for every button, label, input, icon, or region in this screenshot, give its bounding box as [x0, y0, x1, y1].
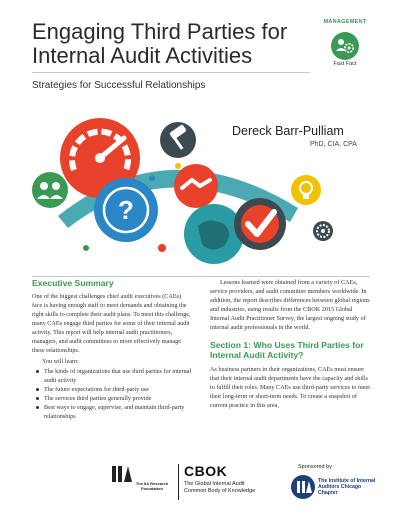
iia-chicago-logo-icon [290, 474, 316, 500]
right-column [210, 278, 370, 410]
cbok-subtitle-line1: The Global Internal Audit [184, 481, 245, 487]
gear-icon [313, 221, 333, 241]
bullet-text: The services third parties generally provide [44, 395, 152, 402]
bullet-text: Best ways to engage, supervise, and maintain third-party relationships [44, 404, 185, 420]
people-icon [32, 172, 68, 208]
gavel-icon [160, 122, 196, 158]
author-name: Dereck Barr-Pulliam [232, 124, 344, 138]
bullet-dot [36, 370, 39, 373]
checkmark-icon [234, 198, 286, 250]
lightbulb-icon [291, 175, 321, 205]
fast-fact-caption: Fast Fact [333, 61, 357, 67]
title-divider [32, 72, 310, 73]
section1-paragraph: As business partners in their organizations, CAEs must ensure that their internal audit departments have the capacity and skills to fulfill their roles. Many CAEs use third-party services to meet their long-term or short-term needs. To create a snapshot of current practice in this area, [210, 366, 370, 409]
list-item [44, 367, 192, 385]
iia-foundation-logo-icon [110, 464, 132, 482]
executive-summary-paragraph: One of the biggest challenges chief audit executives (CAEs) face is having enough staff to meet demands and obtaining the right skills to complete their audit plans. To meet this challenge, many CAEs engage third parties for some of their internal audit activity. This report will help internal audit practitioners, managers, and audit committees to more effectively manage these relationships. [32, 293, 191, 354]
page-title: Engaging Third Parties for Internal Audit Activities [32, 19, 288, 68]
sponsored-by-label: Sponsored by [298, 464, 332, 470]
bullet-dot [36, 388, 39, 391]
globe-icon [184, 204, 244, 264]
list-item [44, 385, 192, 394]
cbok-divider [178, 464, 179, 500]
section-divider [32, 276, 370, 277]
left-column [32, 278, 192, 421]
iia-foundation-name: The IIA Research Foundation [135, 481, 169, 491]
people-gear-icon [330, 31, 360, 61]
management-badge-label: MANAGEMENT [323, 19, 367, 25]
cbok-subtitle-line2: Common Body of Knowledge [184, 488, 256, 494]
bullet-text: The kinds of organizations that use third parties for internal audit activity [44, 368, 192, 384]
bullet-dot [36, 406, 39, 409]
section1-heading: Section 1: Who Uses Third Parties for Internal Audit Activity? [210, 340, 364, 360]
executive-summary-heading: Executive Summary [32, 278, 114, 288]
bullet-text: The future expectations for third-party use [44, 386, 149, 393]
author-credentials: PhD, CIA, CPA [310, 141, 357, 148]
sponsor-name: The Institute of Internal Auditors Chicago Chapter [318, 478, 376, 496]
lessons-paragraph: Lessons learned were obtained from a variety of CAEs, service providers, and audit committee members worldwide. In addition, the report describes differences between global regions and industries, using results from the CBOK 2015 Global Internal Audit Practitioner Survey, the largest ongoing study of internal audit professionals in the world. [210, 279, 370, 331]
list-item [44, 403, 192, 421]
handshake-icon [174, 164, 218, 208]
list-item [44, 394, 192, 403]
svg-text:?: ? [118, 195, 134, 225]
page-subtitle: Strategies for Successful Relationships [32, 80, 206, 91]
question-mark-icon [94, 178, 158, 242]
learning-bullets [32, 367, 192, 421]
bullet-dot [36, 397, 39, 400]
learn-intro: You will learn: [42, 358, 79, 365]
cbok-title: CBOK [184, 463, 228, 479]
